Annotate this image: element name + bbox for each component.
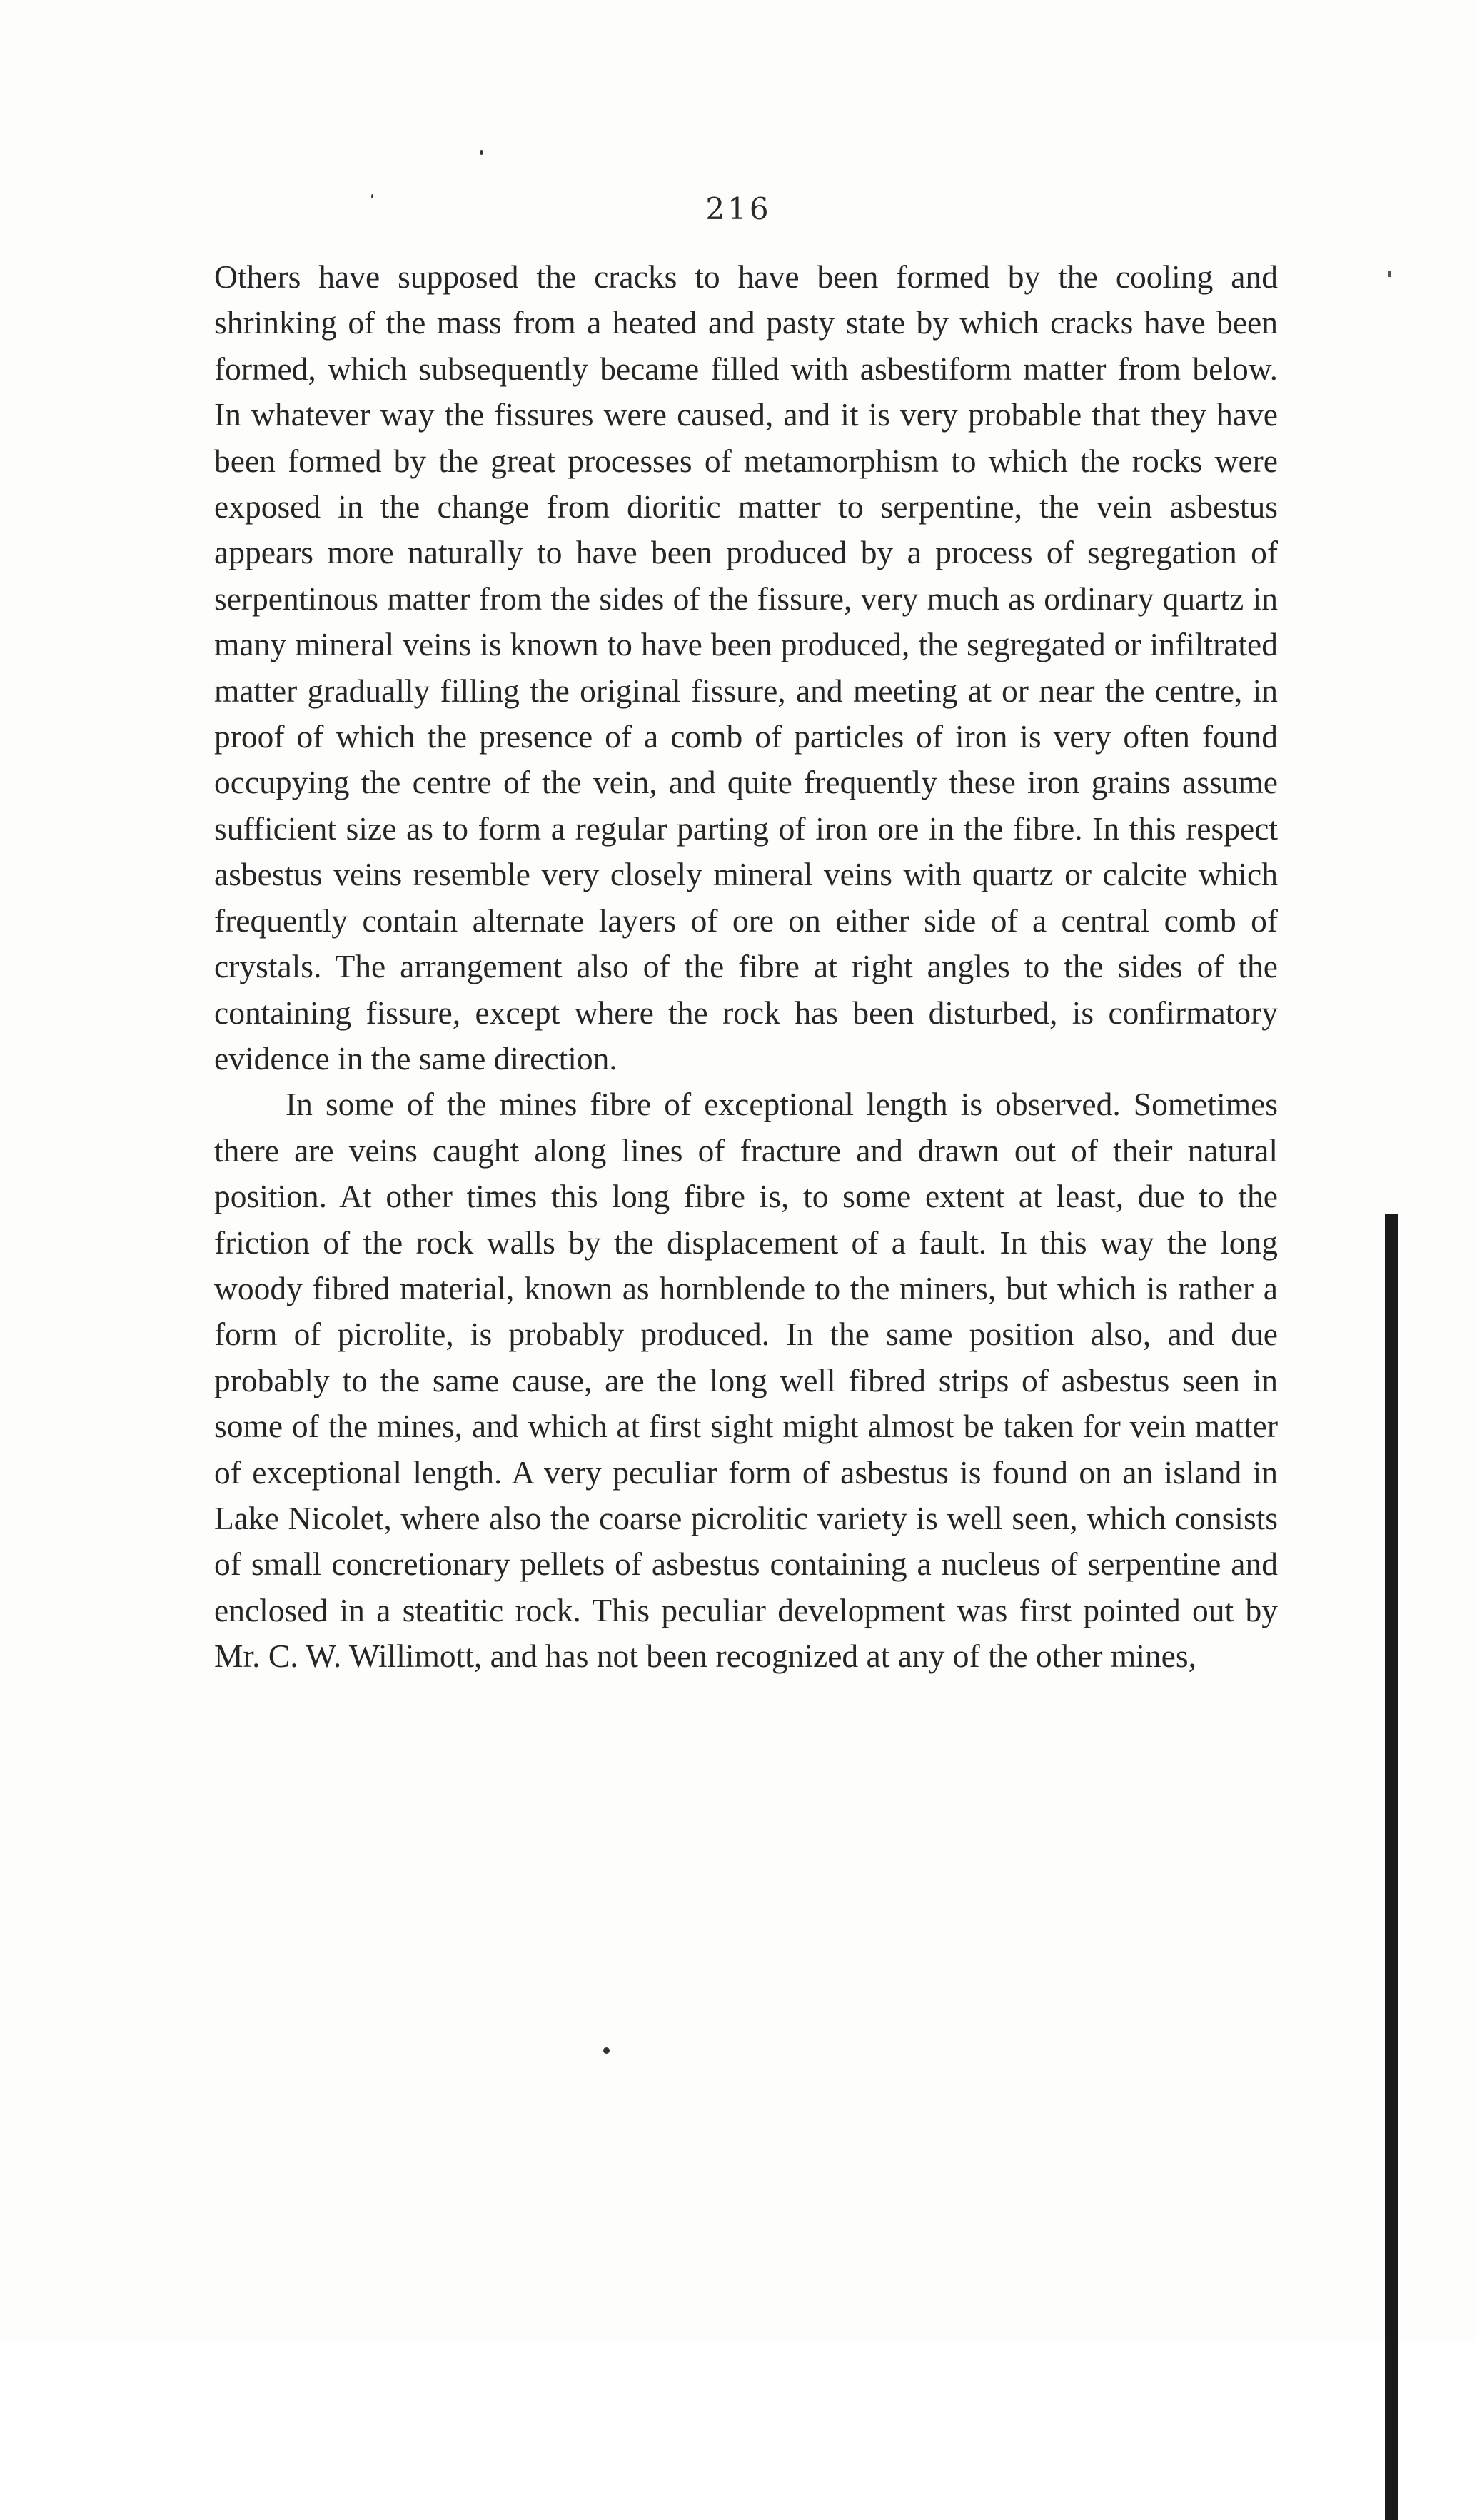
- body-text: [214, 254, 1278, 1680]
- scan-edge-shadow: [1385, 1214, 1398, 2520]
- scan-speck: [603, 2047, 610, 2054]
- scan-speck: [480, 150, 483, 155]
- scan-edge-mark-top: [1388, 271, 1391, 277]
- page-number: 216: [705, 191, 772, 226]
- paragraph-2: In some of the mines fibre of exceptional length is observed. Sometimes there are veins caught along lines of fracture and drawn out of their natural position. At other times this long fibre is, to some extent at least, due to the friction of the rock walls by the displacement of a fault. In this way the long woody fibred material, known as hornblende to the miners, but which is rather a form of picrolite, is probably produced. In the same position also, and due probably to the same cause, are the long well fibred strips of asbestus seen in some of the mines, and which at first sight might almost be taken for vein matter of exceptional length. A very peculiar form of asbestus is found on an island in Lake Nicolet, where also the coarse picrolitic variety is well seen, which consists of small concretionary pellets of asbestus containing a nucleus of serpentine and enclosed in a steatitic rock. This peculiar development was first pointed out by Mr. C. W. Willimott, and has not been recognized at any of the other mines,: [214, 1086, 1278, 1675]
- scan-speck: [371, 194, 373, 198]
- paragraph-1: Others have supposed the cracks to have been formed by the cooling and shrinking of the mass from a heated and pasty state by which cracks have been formed, which subsequently became filled with asbestiform matter from below. In whatever way the fissures were caused, and it is very probable that they have been formed by the great processes of metamorphism to which the rocks were exposed in the change from dioritic matter to serpentine, the vein asbestus appears more naturally to have been produced by a process of segregation of serpentinous matter from the sides of the fissure, very much as ordinary quartz in many mineral veins is known to have been produced, the segregated or infiltrated matter gradually filling the original fissure, and meeting at or near the centre, in proof of which the presence of a comb of particles of iron is very often found occupying the centre of the vein, and quite frequently these iron grains assume sufficient size as to form a regular parting of iron ore in the fibre. In this respect asbestus veins resemble very closely mineral veins with quartz or calcite which frequently contain alternate layers of ore on either side of a central comb of crystals. The arrangement also of the fibre at right angles to the sides of the containing fissure, except where the rock has been disturbed, is confirmatory evidence in the same direction.: [214, 258, 1278, 1077]
